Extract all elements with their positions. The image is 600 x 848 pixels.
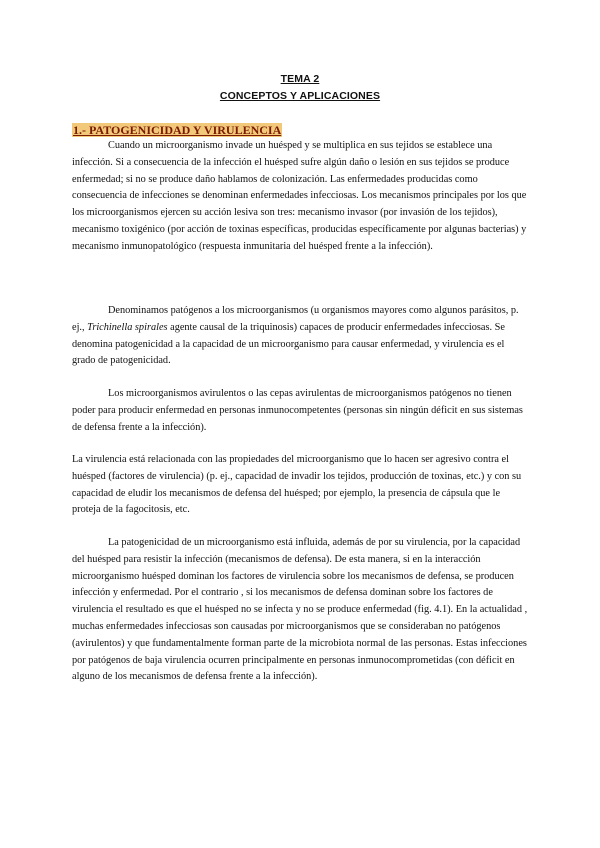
paragraph-patogenos-text-2: agente causal de la triquinosis) capaces de producir enfermedades infecciosas. Se denomina patogenicidad a la capacidad de un microorganismo para causar enfermedad, y virulencia es el grado de patogenicidad. — [72, 321, 505, 367]
paragraph-infeccion: Cuando un microorganismo invade un huésped y se multiplica en sus tejidos se establece una infección. Si a consecuencia de la infección el huésped sufre algún daño o lesión en sus tejidos se produce enfermedad; si no se produce daño hablamos de colonización. Las enfermedades producidas como consecuencia de infecciones se denominan enfermedades infecciosas. Los mecanismos principales por los que los microorganismos ejercen su acción lesiva son tres: mecanismo invasor (por invasión de los tejidos), mecanismo toxigénico (por acción de toxinas específicas, producidas específicamente por algunas bacterias) y mecanismo inmunopatológico (respuesta inmunitaria del huésped frente a la infección). — [72, 140, 527, 252]
page-title: TEMA 2 — [280, 73, 320, 85]
section-title: 1.- PATOGENICIDAD Y VIRULENCIA — [73, 123, 282, 137]
page-subtitle: CONCEPTOS Y APLICACIONES — [219, 90, 381, 102]
paragraph-patogenos-text-1: Denominamos patógenos a los microorganismos (u organismos mayores como algunos parásitos, p. ej., — [72, 305, 519, 333]
paragraph-patogenos — [72, 303, 530, 370]
species-name: Trichinella spirales — [87, 321, 168, 333]
paragraph-patogenicidad: La patogenicidad de un microorganismo está influida, además de por su virulencia, por la capacidad del huésped para resistir la infección (mecanismos de defensa). De esta manera, si en la interacción microorganismo huésped dominan los factores de virulencia sobre los mecanismos de defensa, se producen infección y enfermedad. Por el contrario , si los mecanismos de defensa dominan sobre los factores de virulencia el resultado es que el huésped no se infecta y no se produce enfermedad (fig. 4.1). En la actualidad , muchas enfermedades infecciosas son causadas por microorganismos que se consideraban no patógenos (avirulentos) y que fundamentalmente forman parte de la microbiota normal de las personas. Estas infecciones por patógenos de baja virulencia ocurren principalmente en personas inmunocomprometidas (con déficit en alguno de los mecanismos de defensa frente a la infección). — [72, 537, 528, 683]
paragraph-avirulentos: Los microorganismos avirulentos o las cepas avirulentas de microorganismos patógenos no tienen poder para producir enfermedad en personas inmunocompetentes (personas sin ningún déficit en sus sistemas de defensa frente a la infección). — [72, 388, 523, 433]
paragraph-virulencia: La virulencia está relacionada con las propiedades del microorganismo que lo hacen ser agresivo contra el huésped (factores de virulencia) (p. ej., capacidad de invadir los tejidos, producción de toxinas, etc.) y con su capacidad de eludir los mecanismos de defensa del huésped; por ejemplo, la presencia de cápsula que le proteja de la fagocitosis, etc. — [72, 454, 522, 516]
